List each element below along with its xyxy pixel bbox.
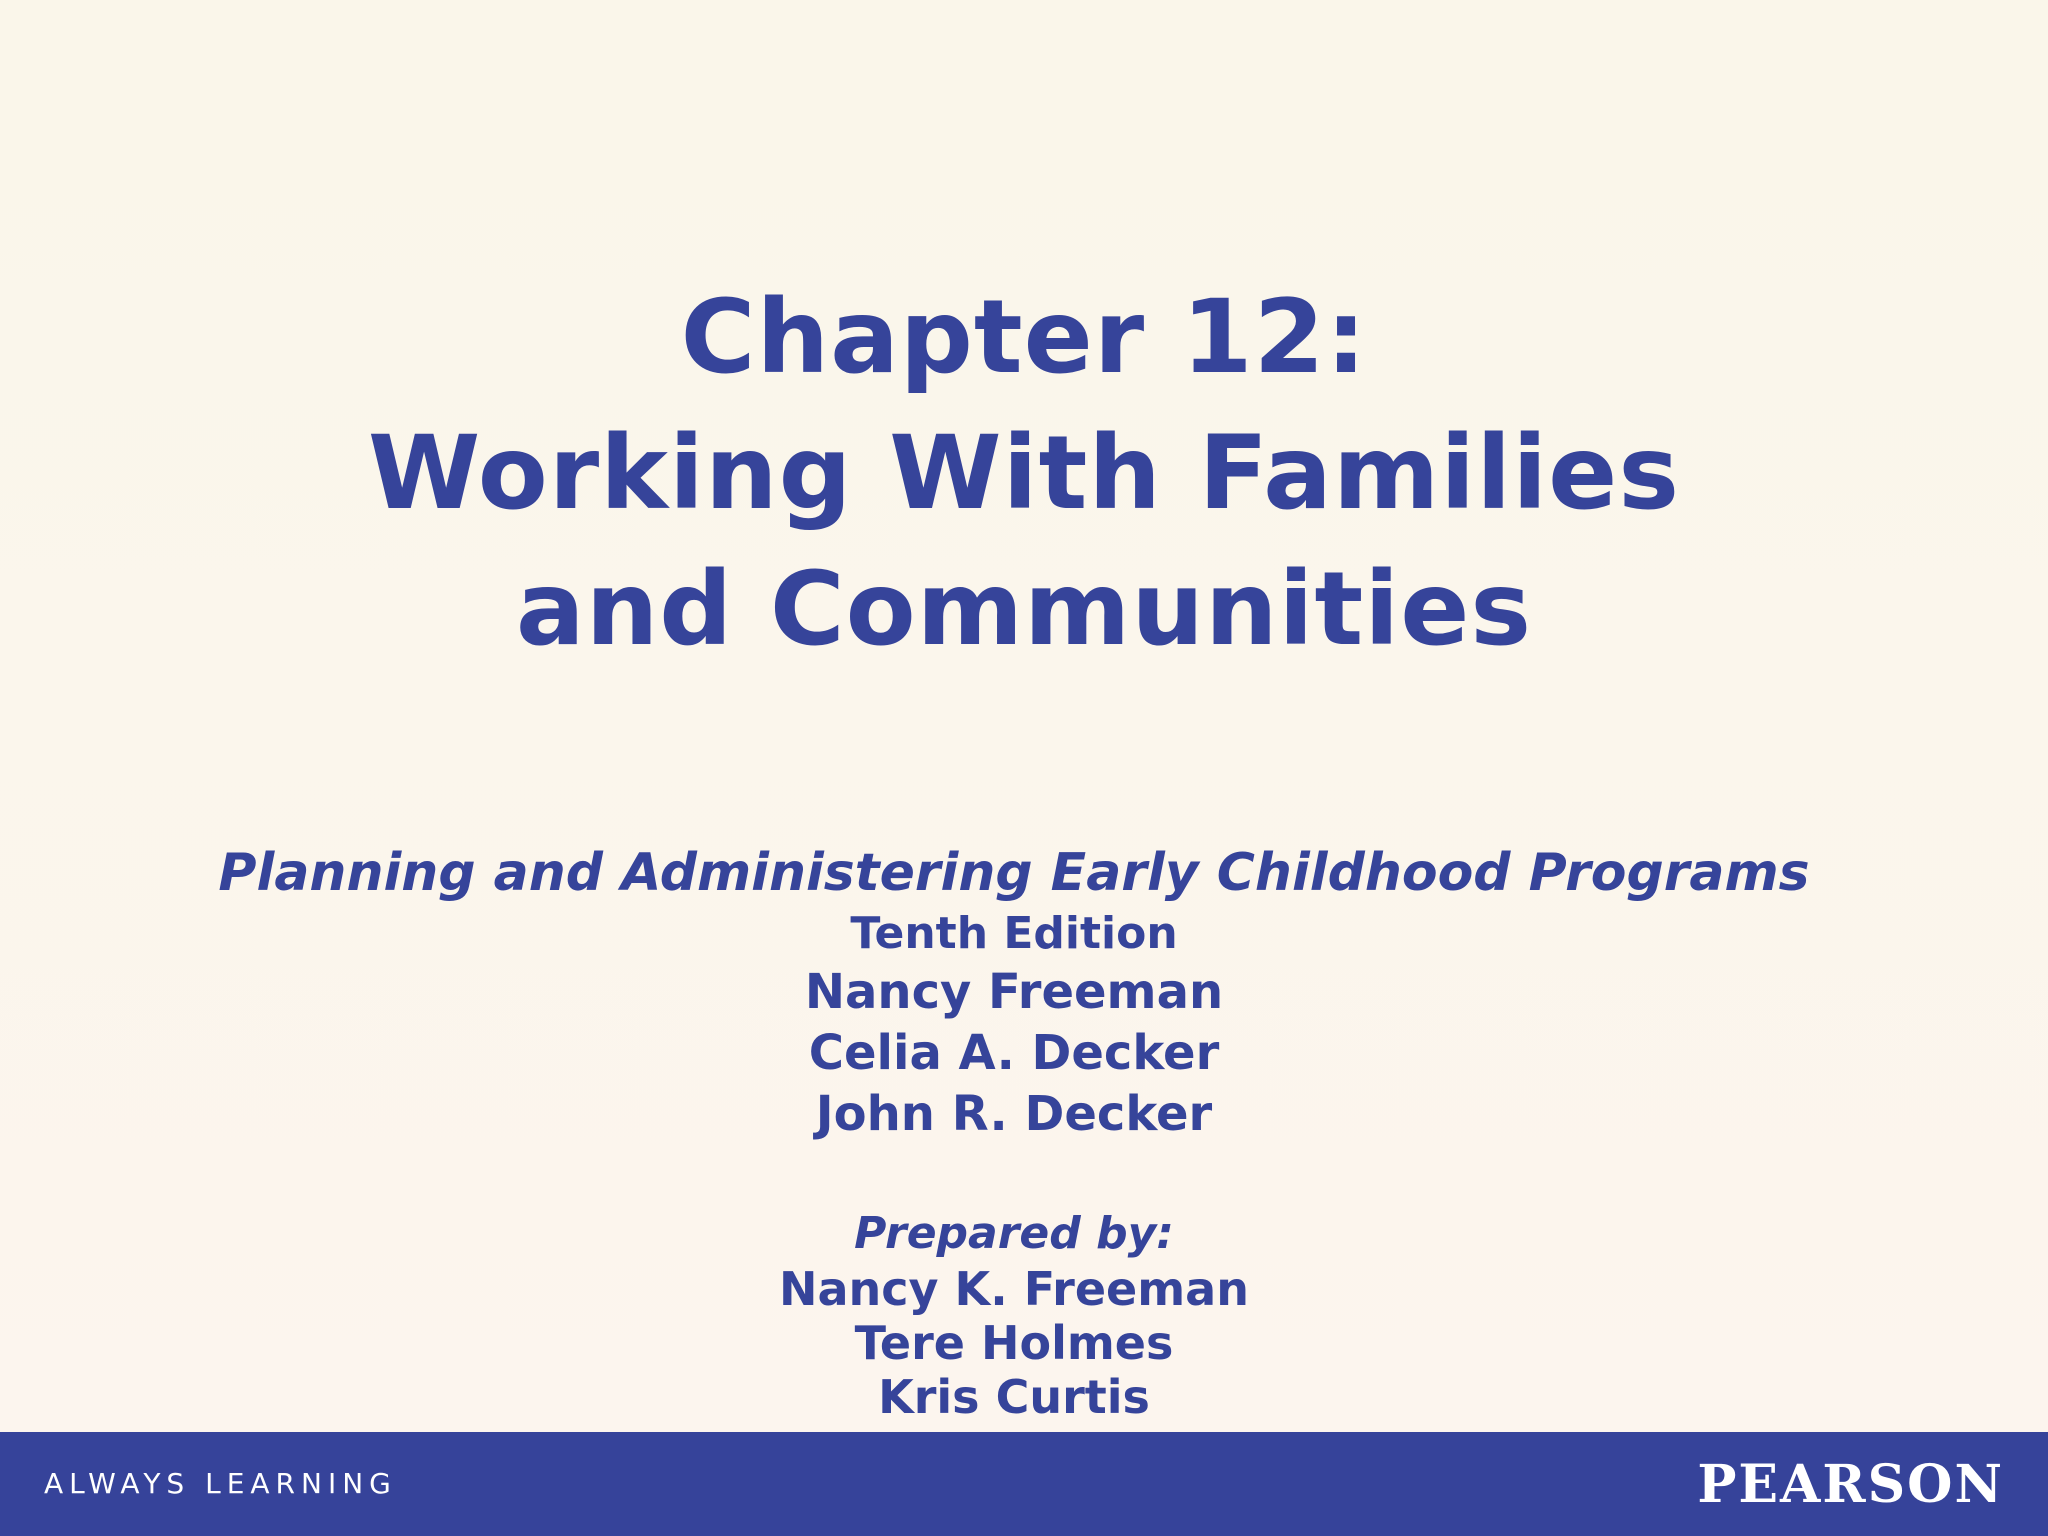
footer-bar [0, 1432, 2048, 1536]
chapter-title [0, 270, 2048, 678]
pearson-logo: PEARSON [1697, 1454, 2004, 1515]
title-line-3: and Communities [515, 550, 1533, 669]
always-learning-tagline: ALWAYS LEARNING [44, 1467, 397, 1500]
title-line-1: Chapter 12: [680, 278, 1368, 397]
edition: Tenth Edition [850, 908, 1178, 959]
book-title: Planning and Administering Early Childhood Programs [218, 843, 1810, 903]
author-2: Celia A. Decker [808, 1025, 1220, 1081]
author-3: John R. Decker [815, 1086, 1213, 1142]
preparer-list [0, 1262, 2028, 1424]
preparer-1: Nancy K. Freeman [779, 1262, 1249, 1316]
prepared-by-label: Prepared by: [854, 1208, 1174, 1259]
preparer-3: Kris Curtis [878, 1370, 1150, 1424]
author-1: Nancy Freeman [804, 964, 1224, 1020]
preparer-2: Tere Holmes [854, 1316, 1174, 1370]
author-list [0, 962, 2028, 1145]
title-line-2: Working With Families [367, 414, 1681, 533]
